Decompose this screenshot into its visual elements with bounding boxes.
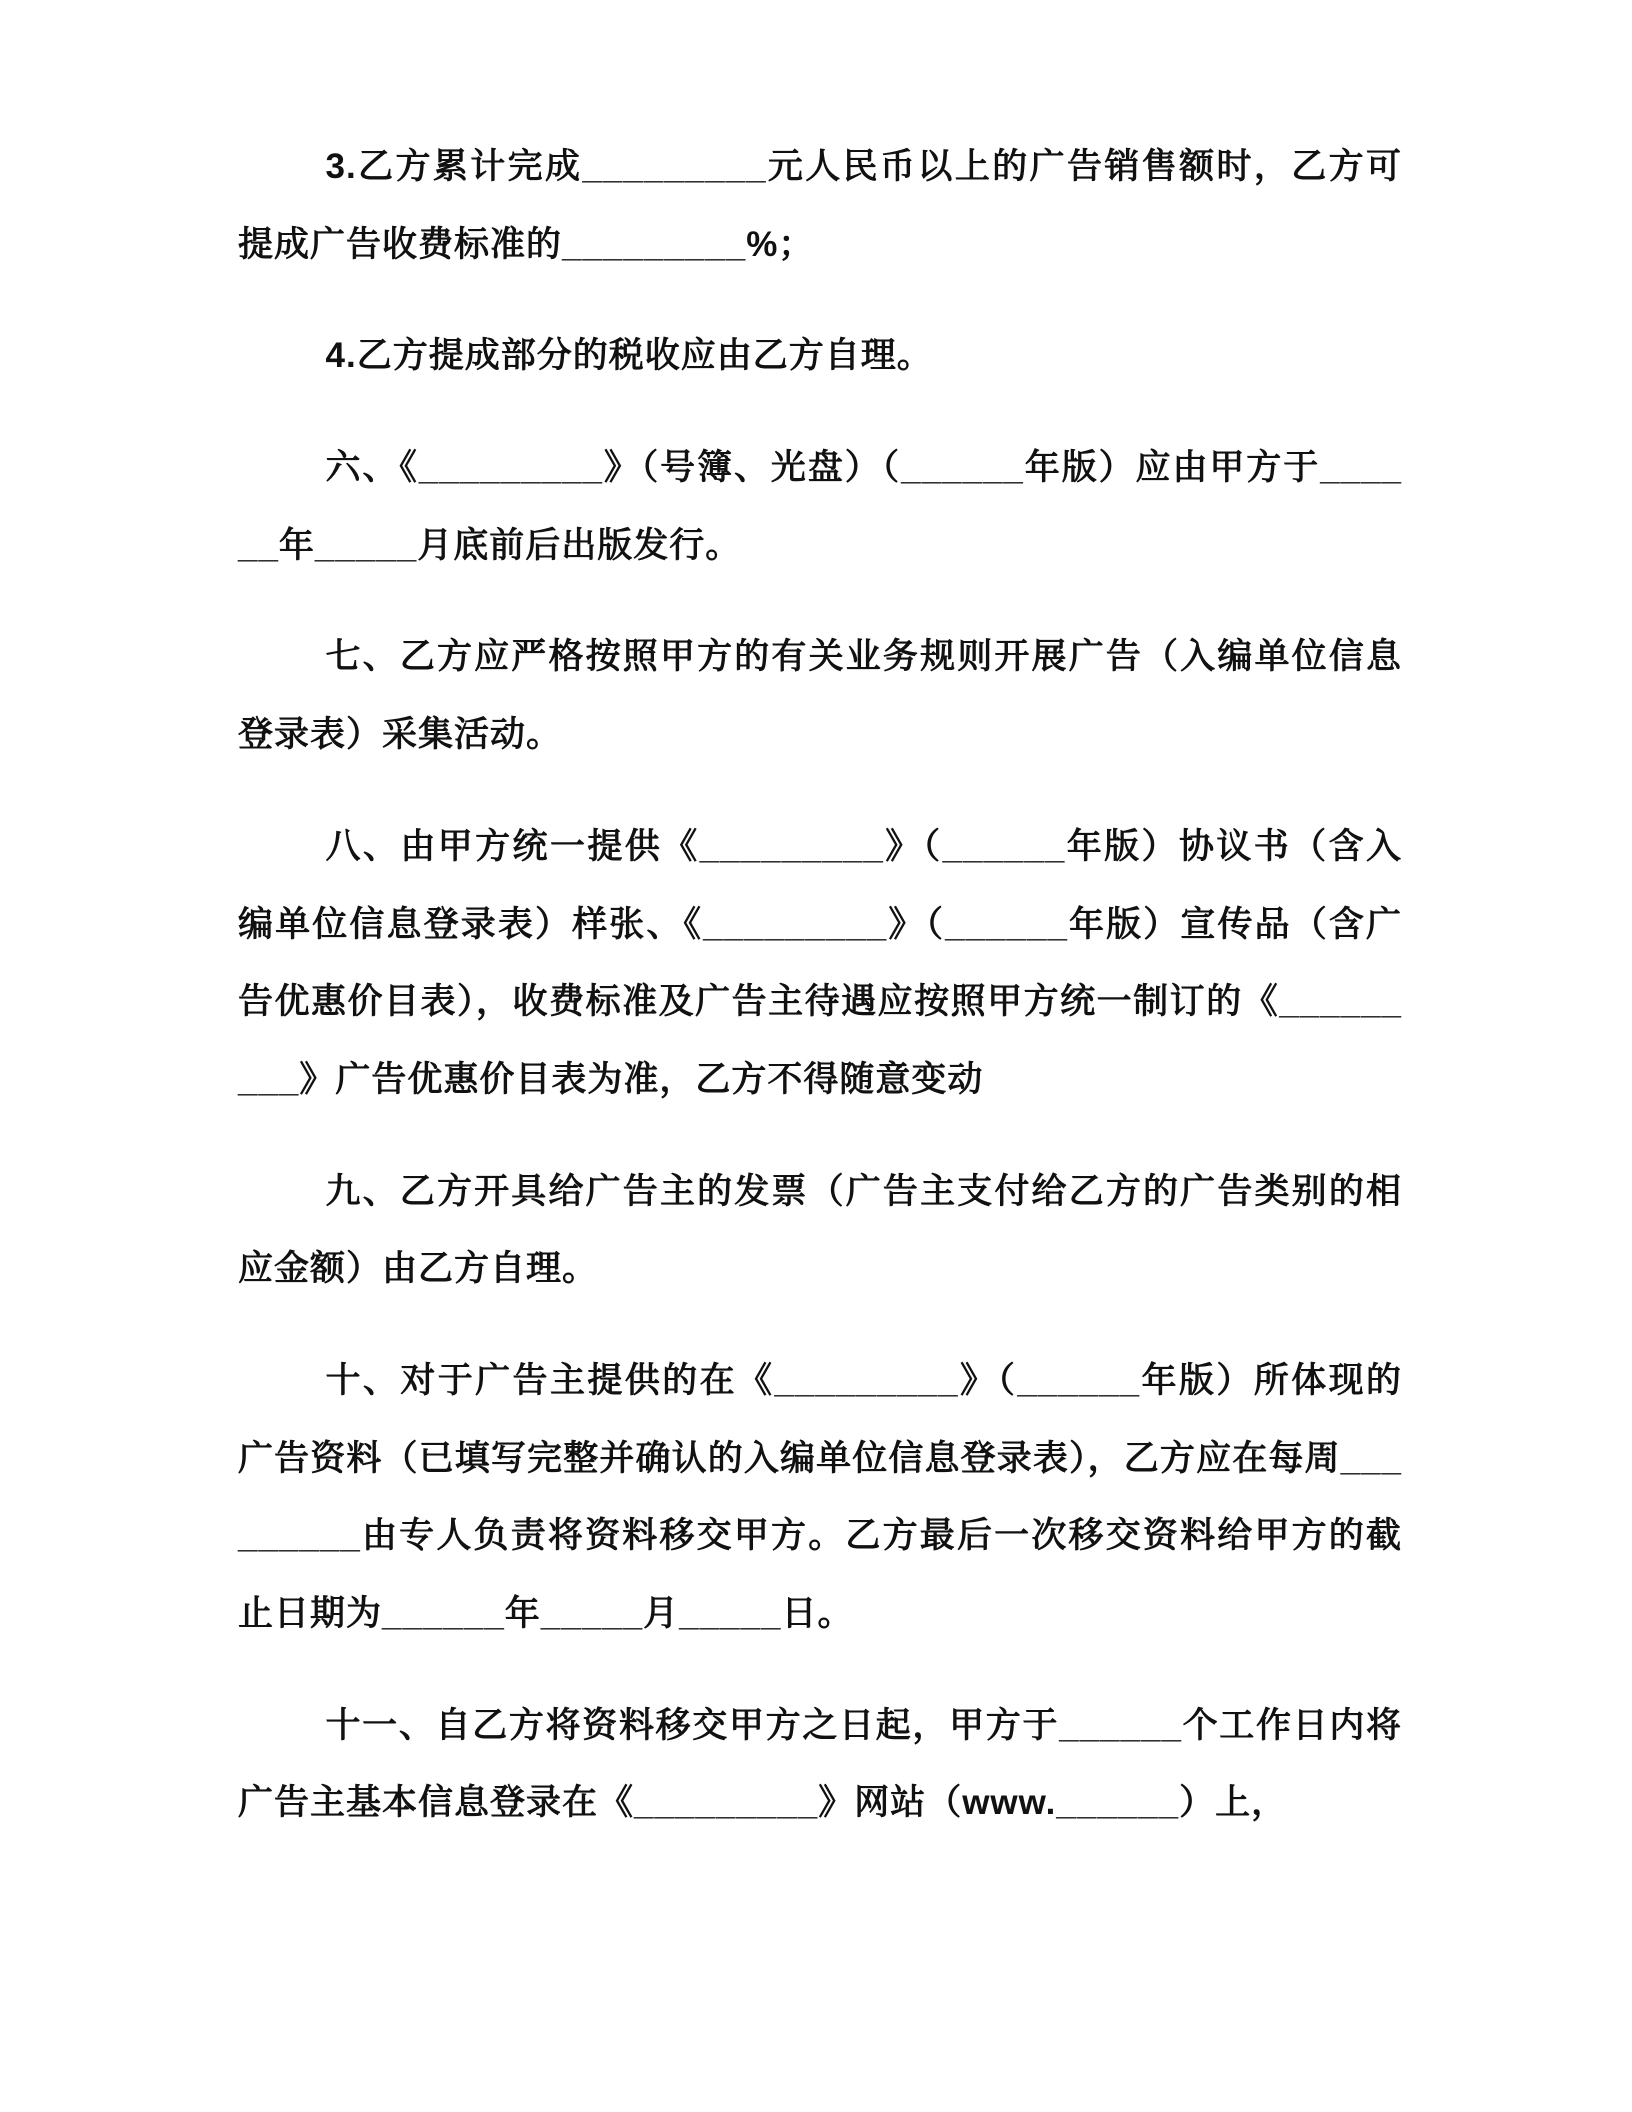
paragraph-clause-10: 十、对于广告主提供的在《_________》（______年版）所体现的广告资料（已填写完整并确认的入编单位信息登录表），乙方应在每周_________由专人负责将资料移交甲方。乙方最后一次移交资料给甲方的截止日期为______年_____月_____日。: [238, 1360, 1402, 1633]
paragraph-clause-7: 七、乙方应严格按照甲方的有关业务规则开展广告（入编单位信息登录表）采集活动。: [238, 637, 1402, 755]
paragraph-clause-3: 3.乙方累计完成_________元人民币以上的广告销售额时，乙方可提成广告收费标准的_________%；: [238, 147, 1402, 264]
document-body: [238, 128, 1402, 1842]
paragraph-clause-8: 八、由甲方统一提供《_________》（______年版）协议书（含入编单位信息登录表）样张、《_________》（______年版）宣传品（含广告优惠价目表），收费标准及广告主待遇应按照甲方统一制订的《_________》广告优惠价目表为准，乙方不得随意变动: [238, 826, 1402, 1099]
paragraph-clause-4: 4.乙方提成部分的税收应由乙方自理。: [325, 336, 933, 376]
paragraph-clause-6: 六、《_________》（号簿、光盘）（______年版）应由甲方于______年_____月底前后出版发行。: [238, 448, 1402, 565]
paragraph-clause-9: 九、乙方开具给广告主的发票（广告主支付给乙方的广告类别的相应金额）由乙方自理。: [238, 1171, 1402, 1289]
paragraph-clause-11: 十一、自乙方将资料移交甲方之日起，甲方于______个工作日内将广告主基本信息登录在《_________》网站（www.______）上，: [238, 1705, 1402, 1823]
